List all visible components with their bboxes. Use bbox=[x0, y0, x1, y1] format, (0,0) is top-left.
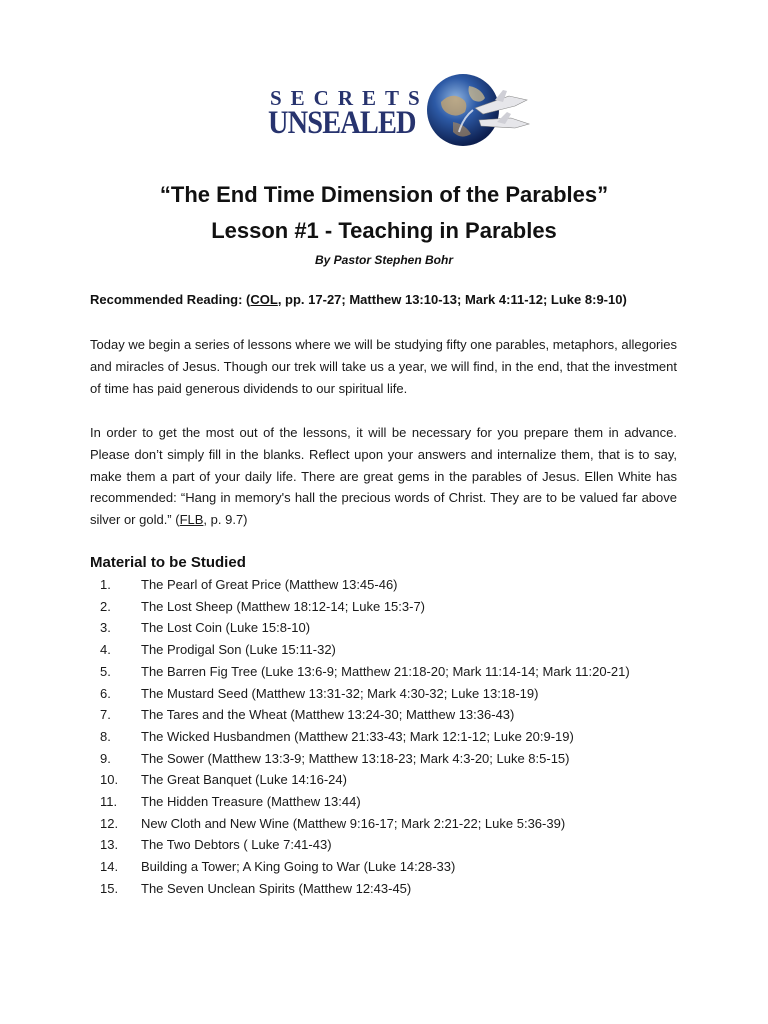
list-item-text: The Wicked Husbandmen (Matthew 21:33-43; Mark 12:1-12; Luke 20:9-19) bbox=[141, 728, 574, 744]
list-item-text: The Pearl of Great Price (Matthew 13:45-46) bbox=[141, 577, 398, 592]
list-item-number: 10. bbox=[100, 772, 119, 788]
list-item bbox=[0, 599, 700, 621]
list-item bbox=[0, 664, 700, 686]
list-item-number: 14. bbox=[100, 859, 119, 875]
list-item-number: 5. bbox=[100, 663, 111, 679]
logo-word-secrets: SECRETS bbox=[270, 86, 429, 110]
list-item bbox=[0, 772, 700, 794]
list-item-text: The Seven Unclean Spirits (Matthew 12:43-45) bbox=[141, 880, 412, 896]
list-item-text: The Mustard Seed (Matthew 13:31-32; Mark 4:30-32; Luke 13:18-19) bbox=[141, 685, 539, 701]
globe-with-jets-icon bbox=[423, 72, 533, 148]
list-item bbox=[0, 881, 700, 903]
list-item-text: The Great Banquet (Luke 14:16-24) bbox=[141, 772, 347, 788]
list-item bbox=[0, 751, 700, 773]
secrets-unsealed-logo bbox=[268, 72, 538, 152]
list-item-number: 2. bbox=[100, 598, 111, 614]
preparation-text: In order to get the most out of the lessons, it will be necessary for you prepare them in advance. Please don’t simply fill in the blanks. Reflect upon your answers and internalize them, that is to say, make them a part of your daily life. There are great gems in the parables of Jesus. Ellen White has recommended: “Hang in memory's hall the precious words of Christ. They are to be valued far above silver or gold.” ( bbox=[90, 425, 677, 528]
logo-word-unsealed: UNSEALED bbox=[268, 105, 416, 141]
list-item bbox=[0, 816, 700, 838]
list-item-text: The Lost Coin (Luke 15:8-10) bbox=[141, 620, 311, 636]
list-item-text: The Lost Sheep (Matthew 18:12-14; Luke 15:3-7) bbox=[141, 598, 426, 614]
list-item-text: The Prodigal Son (Luke 15:11-32) bbox=[141, 642, 336, 658]
list-item-number: 3. bbox=[100, 620, 111, 636]
list-item-text: New Cloth and New Wine (Matthew 9:16-17; Mark 2:21-22; Luke 5:36-39) bbox=[141, 815, 566, 831]
list-item bbox=[0, 577, 700, 599]
list-item-text: The Two Debtors ( Luke 7:41-43) bbox=[141, 837, 332, 853]
list-item-number: 15. bbox=[100, 880, 119, 896]
list-item-text: The Hidden Treasure (Matthew 13:44) bbox=[141, 794, 361, 809]
list-item bbox=[0, 837, 700, 859]
list-item bbox=[0, 729, 700, 751]
list-item-number: 4. bbox=[100, 642, 111, 658]
list-item-number: 1. bbox=[100, 577, 111, 592]
lesson-title: Lesson #1 - Teaching in Parables bbox=[211, 218, 557, 243]
reading-open-paren: ( bbox=[242, 292, 251, 307]
list-item-number: 13. bbox=[100, 837, 119, 853]
list-item bbox=[0, 794, 700, 816]
list-item-number: 6. bbox=[100, 685, 111, 701]
reading-col-link: COL bbox=[250, 292, 278, 307]
reading-label: Recommended Reading: bbox=[90, 292, 243, 307]
reading-references: , pp. 17-27; Matthew 13:10-13; Mark 4:11-12; Luke 8:9-10) bbox=[277, 292, 627, 307]
lesson-series-title: “The End Time Dimension of the Parables” bbox=[159, 182, 609, 207]
list-item-number: 7. bbox=[100, 707, 111, 723]
material-heading: Material to be Studied bbox=[90, 554, 246, 571]
list-item bbox=[0, 642, 700, 664]
list-item bbox=[0, 686, 700, 708]
list-item bbox=[0, 620, 700, 642]
list-item-text: The Barren Fig Tree (Luke 13:6-9; Matthew 21:18-20; Mark 11:14-14; Mark 11:20-21) bbox=[141, 663, 630, 679]
author-byline: By Pastor Stephen Bohr bbox=[314, 253, 454, 267]
preparation-paragraph bbox=[90, 422, 677, 531]
list-item-text: Building a Tower; A King Going to War (Luke 14:28-33) bbox=[141, 859, 456, 875]
list-item bbox=[0, 859, 700, 881]
intro-paragraph: Today we begin a series of lessons where we will be studying fifty one parables, metaphors, allegories and miracles of Jesus. Though our trek will take us a year, we will find, in the end, that the investment of time has paid generous dividends to our spiritual life. bbox=[90, 337, 677, 396]
flb-page: , p. 9.7) bbox=[203, 512, 248, 528]
list-item bbox=[0, 707, 700, 729]
list-item-text: The Sower (Matthew 13:3-9; Matthew 13:18-23; Mark 4:3-20; Luke 8:5-15) bbox=[141, 750, 570, 766]
list-item-number: 12. bbox=[100, 815, 119, 831]
flb-reference: FLB bbox=[179, 512, 204, 528]
list-item-number: 11. bbox=[100, 794, 118, 809]
list-item-number: 9. bbox=[100, 750, 111, 766]
list-item-number: 8. bbox=[100, 728, 111, 744]
recommended-reading bbox=[90, 292, 690, 307]
list-item-text: The Tares and the Wheat (Matthew 13:24-30; Matthew 13:36-43) bbox=[141, 707, 515, 723]
